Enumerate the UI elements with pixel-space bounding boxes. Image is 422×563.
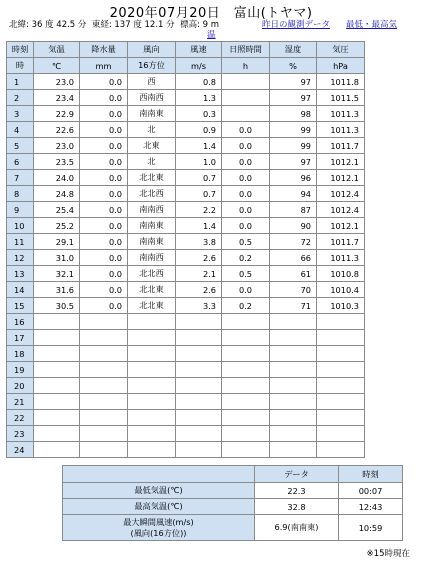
cell-wind-speed (176, 330, 222, 346)
cell-precip: 0.0 (80, 186, 128, 202)
table-row (7, 218, 365, 234)
cell-temp (34, 314, 80, 330)
cell-sunshine: 0.0 (222, 154, 270, 170)
cell-pressure: 1012.1 (317, 170, 365, 186)
cell-temp: 24.8 (34, 186, 80, 202)
table-row (7, 202, 365, 218)
cell-precip: 0.0 (80, 298, 128, 314)
summary-row-min-temp (63, 483, 403, 499)
cell-pressure (317, 442, 365, 458)
cell-hour: 17 (7, 330, 34, 346)
unit-precip: mm (80, 58, 128, 74)
cell-temp (34, 426, 80, 442)
cell-temp: 23.5 (34, 154, 80, 170)
cell-wind-dir (128, 410, 176, 426)
cell-hour: 4 (7, 122, 34, 138)
table-row (7, 138, 365, 154)
page-title: 2020年07月20日 富山(トヤマ) (109, 6, 313, 21)
cell-temp: 32.1 (34, 266, 80, 282)
cell-hour: 5 (7, 138, 34, 154)
cell-precip: 0.0 (80, 154, 128, 170)
cell-sunshine (222, 90, 270, 106)
cell-temp: 23.0 (34, 138, 80, 154)
summary-label: 最低気温(℃) (63, 483, 255, 499)
cell-hour: 2 (7, 90, 34, 106)
table-row (7, 346, 365, 362)
summary-header-row (63, 466, 403, 483)
cell-sunshine (222, 106, 270, 122)
cell-pressure: 1012.1 (317, 154, 365, 170)
summary-label: 最高気温(℃) (63, 499, 255, 515)
altitude: 標高: 9 m (180, 20, 220, 30)
cell-precip: 0.0 (80, 282, 128, 298)
cell-pressure: 1011.8 (317, 74, 365, 90)
cell-humidity: 71 (270, 298, 317, 314)
cell-humidity (270, 442, 317, 458)
cell-humidity: 70 (270, 282, 317, 298)
cell-wind-speed (176, 346, 222, 362)
cell-wind-dir (128, 346, 176, 362)
summary-value: 22.3 (255, 483, 339, 499)
cell-humidity: 94 (270, 186, 317, 202)
cell-hour: 14 (7, 282, 34, 298)
cell-hour: 23 (7, 426, 34, 442)
summary-row-max-gust (63, 515, 403, 541)
cell-sunshine (222, 442, 270, 458)
cell-temp (34, 394, 80, 410)
cell-pressure (317, 394, 365, 410)
cell-temp: 22.9 (34, 106, 80, 122)
cell-sunshine: 0.0 (222, 138, 270, 154)
cell-temp: 31.6 (34, 282, 80, 298)
table-header-row (7, 42, 365, 58)
cell-wind-dir: 北北東 (128, 282, 176, 298)
cell-precip: 0.0 (80, 202, 128, 218)
cell-precip (80, 442, 128, 458)
unit-wind-dir: 16方位 (128, 58, 176, 74)
cell-humidity (270, 330, 317, 346)
cell-humidity (270, 426, 317, 442)
unit-wind-speed: m/s (176, 58, 222, 74)
cell-sunshine (222, 378, 270, 394)
cell-pressure: 1012.1 (317, 218, 365, 234)
table-unit-row (7, 58, 365, 74)
cell-precip: 0.0 (80, 122, 128, 138)
cell-temp (34, 442, 80, 458)
cell-hour: 18 (7, 346, 34, 362)
cell-hour: 24 (7, 442, 34, 458)
cell-wind-dir (128, 314, 176, 330)
cell-sunshine: 0.0 (222, 170, 270, 186)
cell-precip: 0.0 (80, 74, 128, 90)
summary-table (62, 465, 403, 541)
cell-wind-dir: 南南東 (128, 234, 176, 250)
cell-hour: 13 (7, 266, 34, 282)
minmax-link-wrap[interactable]: 温 (207, 30, 216, 40)
cell-precip: 0.0 (80, 106, 128, 122)
cell-temp: 22.6 (34, 122, 80, 138)
summary-time: 12:43 (339, 499, 403, 515)
cell-sunshine: 0.0 (222, 122, 270, 138)
cell-wind-speed: 0.7 (176, 186, 222, 202)
summary-row-max-temp (63, 499, 403, 515)
cell-temp: 25.2 (34, 218, 80, 234)
cell-temp (34, 362, 80, 378)
cell-humidity: 87 (270, 202, 317, 218)
cell-wind-dir: 北 (128, 154, 176, 170)
cell-humidity: 96 (270, 170, 317, 186)
cell-wind-speed (176, 378, 222, 394)
header-temp: 気温 (34, 42, 80, 58)
cell-pressure (317, 330, 365, 346)
cell-pressure (317, 362, 365, 378)
cell-hour: 19 (7, 362, 34, 378)
cell-humidity (270, 346, 317, 362)
cell-pressure: 1012.4 (317, 186, 365, 202)
cell-wind-dir: 西南西 (128, 90, 176, 106)
prev-day-link[interactable]: 昨日の観測データ (262, 20, 331, 30)
cell-humidity: 61 (270, 266, 317, 282)
cell-wind-speed (176, 394, 222, 410)
cell-wind-speed: 2.6 (176, 282, 222, 298)
cell-pressure: 1010.8 (317, 266, 365, 282)
header-pressure: 気圧 (317, 42, 365, 58)
cell-humidity: 99 (270, 122, 317, 138)
cell-temp (34, 330, 80, 346)
summary-header-data: データ (255, 466, 339, 483)
cell-humidity (270, 378, 317, 394)
cell-humidity: 97 (270, 90, 317, 106)
table-row (7, 298, 365, 314)
cell-pressure (317, 314, 365, 330)
cell-hour: 22 (7, 410, 34, 426)
cell-wind-dir: 西 (128, 74, 176, 90)
unit-pressure: hPa (317, 58, 365, 74)
cell-pressure (317, 410, 365, 426)
table-row (7, 266, 365, 282)
status-note: ※15時現在 (366, 549, 410, 559)
cell-pressure: 1012.4 (317, 202, 365, 218)
cell-wind-dir: 北北東 (128, 170, 176, 186)
cell-temp: 25.4 (34, 202, 80, 218)
cell-sunshine (222, 346, 270, 362)
cell-temp (34, 378, 80, 394)
cell-precip (80, 314, 128, 330)
cell-wind-speed: 1.0 (176, 154, 222, 170)
table-row (7, 122, 365, 138)
header-humidity: 湿度 (270, 42, 317, 58)
cell-wind-dir (128, 394, 176, 410)
summary-value: 6.9(南南東) (255, 515, 339, 541)
cell-wind-dir (128, 426, 176, 442)
cell-wind-dir: 北 (128, 122, 176, 138)
cell-precip: 0.0 (80, 138, 128, 154)
cell-precip: 0.0 (80, 90, 128, 106)
cell-temp (34, 346, 80, 362)
summary-label-line1: 最大瞬間風速(m/s) (123, 516, 194, 527)
cell-sunshine (222, 330, 270, 346)
cell-wind-dir: 南南東 (128, 218, 176, 234)
cell-pressure: 1010.4 (317, 282, 365, 298)
cell-temp: 30.5 (34, 298, 80, 314)
summary-header-time: 時刻 (339, 466, 403, 483)
cell-wind-dir (128, 378, 176, 394)
summary-header-blank (63, 466, 255, 483)
cell-hour: 3 (7, 106, 34, 122)
cell-precip (80, 410, 128, 426)
cell-pressure (317, 426, 365, 442)
cell-hour: 11 (7, 234, 34, 250)
cell-pressure: 1011.7 (317, 138, 365, 154)
cell-wind-speed: 0.3 (176, 106, 222, 122)
table-row (7, 250, 365, 266)
cell-precip (80, 378, 128, 394)
header-sunshine: 日照時間 (222, 42, 270, 58)
minmax-link[interactable]: 最低・最高気 (346, 20, 398, 30)
cell-hour: 21 (7, 394, 34, 410)
cell-humidity: 97 (270, 154, 317, 170)
cell-sunshine: 0.5 (222, 266, 270, 282)
nav-links (262, 18, 413, 30)
cell-precip (80, 362, 128, 378)
cell-hour: 7 (7, 170, 34, 186)
cell-wind-speed: 0.9 (176, 122, 222, 138)
cell-temp: 23.4 (34, 90, 80, 106)
cell-pressure: 1011.5 (317, 90, 365, 106)
table-row (7, 394, 365, 410)
cell-wind-speed (176, 314, 222, 330)
cell-humidity (270, 394, 317, 410)
cell-wind-dir (128, 442, 176, 458)
cell-pressure: 1011.3 (317, 250, 365, 266)
cell-wind-dir (128, 362, 176, 378)
table-row (7, 426, 365, 442)
unit-humidity: % (270, 58, 317, 74)
longitude: 東経: 137 度 12.1 分 (91, 20, 175, 30)
cell-sunshine (222, 410, 270, 426)
unit-temp: ℃ (34, 58, 80, 74)
cell-humidity: 99 (270, 138, 317, 154)
table-row (7, 186, 365, 202)
cell-wind-speed: 1.4 (176, 138, 222, 154)
cell-hour: 1 (7, 74, 34, 90)
cell-sunshine: 0.0 (222, 202, 270, 218)
cell-hour: 12 (7, 250, 34, 266)
cell-pressure: 1011.7 (317, 234, 365, 250)
cell-hour: 6 (7, 154, 34, 170)
cell-temp (34, 410, 80, 426)
cell-humidity (270, 362, 317, 378)
cell-humidity (270, 410, 317, 426)
cell-hour: 16 (7, 314, 34, 330)
latitude: 北緯: 36 度 42.5 分 (9, 20, 87, 30)
cell-wind-dir: 南南西 (128, 250, 176, 266)
summary-time: 00:07 (339, 483, 403, 499)
summary-label (63, 515, 255, 541)
table-row (7, 442, 365, 458)
cell-pressure: 1011.3 (317, 106, 365, 122)
cell-wind-speed: 3.8 (176, 234, 222, 250)
cell-wind-dir: 南南西 (128, 202, 176, 218)
header-wind-speed: 風速 (176, 42, 222, 58)
cell-hour: 20 (7, 378, 34, 394)
cell-wind-speed (176, 442, 222, 458)
table-row (7, 234, 365, 250)
cell-sunshine: 0.2 (222, 250, 270, 266)
cell-wind-speed: 2.1 (176, 266, 222, 282)
table-row (7, 314, 365, 330)
cell-pressure: 1010.3 (317, 298, 365, 314)
cell-wind-dir: 北東 (128, 138, 176, 154)
table-row (7, 378, 365, 394)
cell-sunshine: 0.0 (222, 282, 270, 298)
table-row (7, 330, 365, 346)
cell-humidity: 98 (270, 106, 317, 122)
cell-wind-dir: 北北西 (128, 266, 176, 282)
cell-precip (80, 394, 128, 410)
cell-hour: 10 (7, 218, 34, 234)
cell-sunshine (222, 362, 270, 378)
table-row (7, 282, 365, 298)
table-row (7, 74, 365, 90)
cell-wind-speed: 0.7 (176, 170, 222, 186)
header-precip: 降水量 (80, 42, 128, 58)
table-row (7, 362, 365, 378)
cell-wind-dir: 北北東 (128, 298, 176, 314)
cell-wind-speed: 1.3 (176, 90, 222, 106)
table-row (7, 106, 365, 122)
cell-sunshine: 0.0 (222, 218, 270, 234)
unit-sunshine: h (222, 58, 270, 74)
cell-hour: 8 (7, 186, 34, 202)
cell-humidity: 66 (270, 250, 317, 266)
cell-humidity: 97 (270, 74, 317, 90)
cell-wind-speed: 2.2 (176, 202, 222, 218)
table-row (7, 90, 365, 106)
table-row (7, 410, 365, 426)
cell-wind-speed (176, 362, 222, 378)
cell-hour: 9 (7, 202, 34, 218)
cell-temp: 23.0 (34, 74, 80, 90)
cell-wind-speed (176, 426, 222, 442)
cell-wind-dir: 北北西 (128, 186, 176, 202)
cell-sunshine (222, 426, 270, 442)
cell-sunshine: 0.2 (222, 298, 270, 314)
summary-time: 10:59 (339, 515, 403, 541)
cell-precip: 0.0 (80, 218, 128, 234)
summary-label-line2: (風向(16方位)) (130, 527, 187, 538)
cell-humidity: 72 (270, 234, 317, 250)
cell-precip: 0.0 (80, 234, 128, 250)
station-location (9, 18, 219, 30)
cell-sunshine (222, 314, 270, 330)
table-row (7, 154, 365, 170)
cell-temp: 24.0 (34, 170, 80, 186)
cell-sunshine (222, 394, 270, 410)
cell-wind-speed: 2.6 (176, 250, 222, 266)
cell-pressure (317, 378, 365, 394)
cell-hour: 15 (7, 298, 34, 314)
cell-temp: 29.1 (34, 234, 80, 250)
cell-precip (80, 426, 128, 442)
cell-pressure (317, 346, 365, 362)
hourly-table (6, 41, 365, 458)
cell-sunshine: 0.5 (222, 234, 270, 250)
cell-wind-dir: 南南東 (128, 106, 176, 122)
cell-wind-speed (176, 410, 222, 426)
cell-humidity: 90 (270, 218, 317, 234)
cell-humidity (270, 314, 317, 330)
cell-wind-speed: 0.8 (176, 74, 222, 90)
cell-pressure: 1011.3 (317, 122, 365, 138)
cell-precip (80, 346, 128, 362)
table-row (7, 170, 365, 186)
unit-hour: 時 (7, 58, 34, 74)
header-hour: 時刻 (7, 42, 34, 58)
summary-value: 32.8 (255, 499, 339, 515)
cell-precip (80, 330, 128, 346)
cell-precip: 0.0 (80, 170, 128, 186)
cell-sunshine: 0.0 (222, 186, 270, 202)
cell-wind-dir (128, 330, 176, 346)
cell-precip: 0.0 (80, 266, 128, 282)
cell-precip: 0.0 (80, 250, 128, 266)
cell-wind-speed: 1.4 (176, 218, 222, 234)
cell-temp: 31.0 (34, 250, 80, 266)
cell-sunshine (222, 74, 270, 90)
cell-wind-speed: 3.3 (176, 298, 222, 314)
header-wind-dir: 風向 (128, 42, 176, 58)
